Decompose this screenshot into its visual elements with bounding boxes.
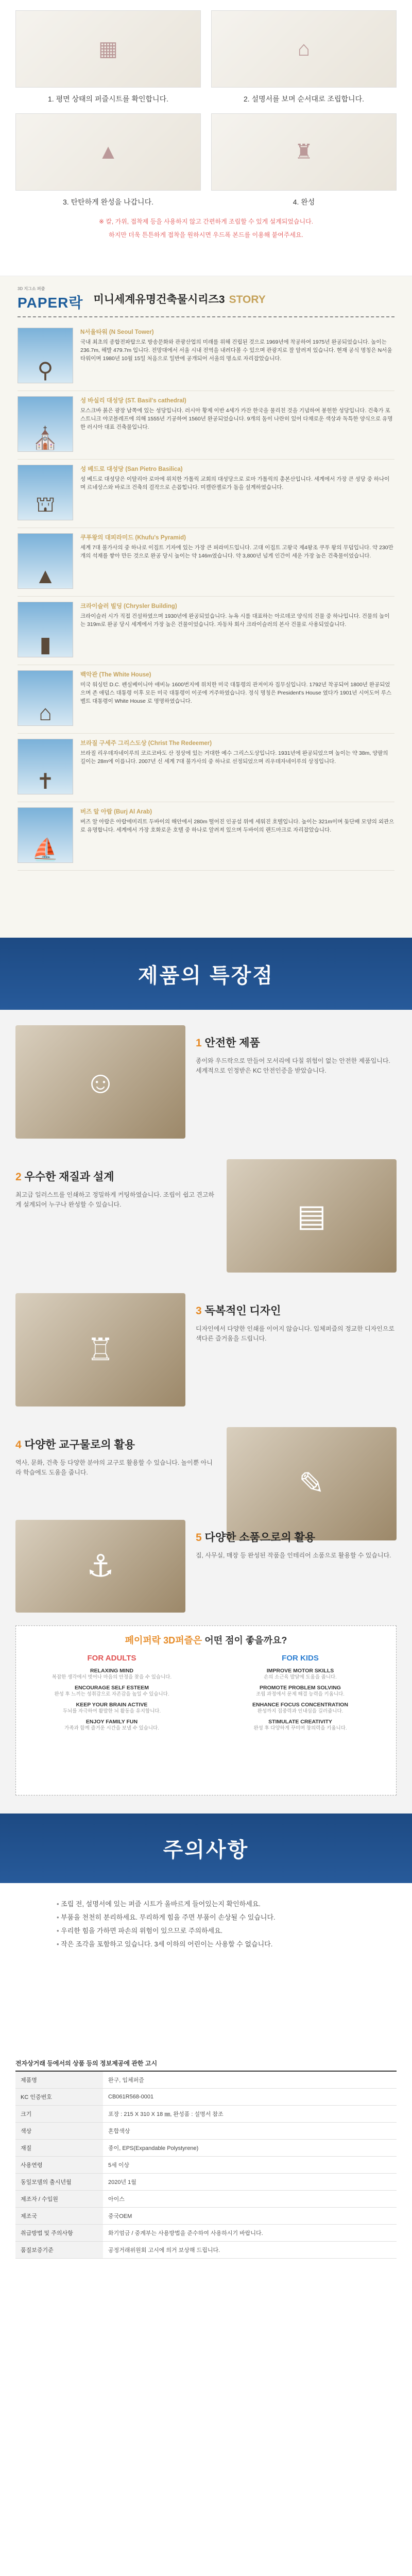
caution-section: [0, 1814, 412, 2050]
spec-row: [15, 2140, 397, 2157]
step-caption: 4. 완성: [293, 198, 315, 206]
spec-key: KC 인증번호: [15, 2089, 103, 2106]
benefit-box: [15, 1625, 397, 1795]
spec-value: 공정거래위원회 고시에 의거 보상해 드립니다.: [103, 2242, 397, 2259]
building-name: 쿠푸왕의 대피라미드 (Khufu's Pyramid): [80, 535, 186, 541]
building-name: 성 베드로 대성당 (San Pietro Basilica): [80, 466, 183, 472]
building-name: 크라이슬러 빌딩 (Chrysler Building): [80, 603, 177, 609]
basilica-icon: ⛫: [18, 465, 73, 520]
building-description: 브라질 리우데자네이루의 코르코바도 산 정상에 있는 거대한 예수 그리스도상입니다. 1931년에 완공되었으며 높이는 약 38m, 양팔의 길이는 28m에 이릅니다. 2007년 신 세계 7대 불가사의 중 하나로 선정되었으며 리우데자네이루의 상징입니다.: [80, 750, 388, 765]
benefit-item: STIMULATE CREATIVITY 완성 후 다양하게 꾸미며 창의력을 키웁니다.: [253, 1719, 347, 1731]
building-description: 성 베드로 대성당은 이탈리아 로마에 위치한 가톨릭 교회의 대성당으로 로마 가톨릭의 총본산입니다. 세계에서 가장 큰 성당 중 하나이며 르네상스와 바로크 건축의 걸작으로 손꼽힙니다. 미켈란젤로가 돔을 설계하였습니다.: [80, 476, 390, 490]
story-header: [18, 281, 394, 317]
hotel-icon: ⛵: [18, 807, 73, 863]
spec-row: [15, 2225, 397, 2242]
puzzle-sheet-icon: ▦: [15, 10, 201, 88]
spec-table: [15, 2072, 397, 2259]
step-caption: 1. 평면 상태의 퍼즐시트를 확인합니다.: [48, 95, 168, 103]
feature-2: ▤ 2 우수한 재질과 설계 최고급 일러스트를 인쇄하고 정밀하게 커팅하였습니다. 조립이 쉽고 견고하게 설계되어 누구나 완성할 수 있습니다.: [15, 1159, 397, 1273]
building-story-item: [18, 323, 394, 391]
building-name: 브라질 구세주 그리스도상 (Christ The Redeemer): [80, 740, 212, 747]
skyscraper-icon: ▮: [18, 602, 73, 657]
caution-item: • 우리한 힘을 가하면 파손의 위험이 있으므로 주의하세요.: [57, 1924, 355, 1938]
spec-value: 아이스: [103, 2191, 397, 2208]
building-story-item: [18, 597, 394, 665]
assembly-steps: [0, 0, 412, 276]
whitehouse-icon: ⌂: [18, 670, 73, 726]
building-name: N서울타워 (N Seoul Tower): [80, 329, 154, 335]
feature-1: ☺ 1 안전한 제품 종이와 우드락으로 만들어 모서리에 다칠 위험이 없는 안전한 제품입니다. 세계적으로 인정받은 KC 안전인증을 받았습니다.: [15, 1025, 397, 1139]
spec-row: [15, 2157, 397, 2174]
building-description: 미국 워싱턴 D.C. 펜실베이니아 애비뉴 1600번지에 위치한 미국 대통령의 관저이자 집무실입니다. 1792년 착공되어 1800년 완공되었으며 존 애덤스 대통령 이후 모든 미국 대통령이 이곳에 거주하였습니다. 정식 명칭은 President's House 였다가 1901년 시어도어 루스벨트 대통령이 White House 로 명명하였습니다.: [80, 682, 392, 704]
feature-5: ⚓ 5 다양한 소품으로의 활용 집, 사무실, 매장 등 완성된 작품을 인테리어 소품으로 활용할 수 있습니다.: [15, 1520, 397, 1613]
statue-icon: ✝: [18, 739, 73, 794]
building-story-item: [18, 665, 394, 734]
building-story-item: [18, 734, 394, 802]
spec-value: 포장 : 215 X 310 X 18 ㎜, 완성품 : 설명서 참조: [103, 2106, 397, 2123]
spec-value: 2020년 1월: [103, 2174, 397, 2191]
building-description: 모스크바 붉은 광장 남쪽에 있는 성당입니다. 러시아 황제 이반 4세가 카잔 한국을 물리친 것을 기념하여 봉헌한 성당입니다. 건축가 포스트니크 야코블레프에 의해 1555년 기공하여 1560년 완공되었습니다. 9개의 돔이 나란히 있어 다채로운 색상과 독특한 양식으로 유명한 러시아 대표 건축물입니다.: [80, 408, 393, 430]
spec-value: 화기엄금 / 중계부는 사용방법을 준수하여 사용하시기 바랍니다.: [103, 2225, 397, 2242]
benefit-item: RELAXING MIND 복잡한 생각에서 벗어나 마음의 안정을 찾을 수 있습니다.: [52, 1668, 172, 1680]
building-story-item: [18, 802, 394, 871]
building-name: 성 바실리 대성당 (ST. Basil's cathedral): [80, 398, 186, 404]
spec-row: [15, 2089, 397, 2106]
spec-row: [15, 2174, 397, 2191]
spec-row: [15, 2123, 397, 2140]
spec-value: 종이, EPS(Expandable Polystyrene): [103, 2140, 397, 2157]
step-1: [15, 10, 201, 104]
spec-row: [15, 2242, 397, 2259]
caution-banner: 주의사항: [0, 1814, 412, 1883]
spec-value: CB061R568-0001: [103, 2089, 397, 2106]
building-description: 국내 최초의 종합전파탑으로 방송문화와 관광산업의 미래를 위해 건립된 것으로 1969년에 착공하여 1975년 완공되었습니다. 높이는 236.7m, 해발 479.7m 입니다. 전망대에서 서울 시내 전역을 내려다볼 수 있으며 관광지로 잘 알려져 있습니다. 현재 공식 명칭은 N서울타워이며 1980년 10월 15일 처음으로 일반에 공개되어 서울의 명소로 자리잡았습니다.: [80, 339, 392, 362]
building-description: 크라이슬러 시가 직접 건설하였으며 1930년에 완공되었습니다. 뉴욕 시를 대표하는 아르데코 양식의 건물 중 하나입니다. 건물의 높이는 319m로 완공 당시 세계에서 가장 높은 건물이었습니다. 자동차 회사 크라이슬러의 본사 건물로 사용되었습니다.: [80, 613, 390, 628]
kids-column: FOR KIDS IMPROVE MOTOR SKILLS 손의 소근육 발달에 도움을 줍니다. PROMOTE PROBLEM SOLVING 조립 과정에서 문제 해결 능력을 키웁니다. ENHANCE FOCUS CONCENTRATION 완성까지 집중력과 인내심을 길러줍니다. STIMULATE CREATIVITY 완성 후 다양하게 꾸미며 창의력을 키웁니다.: [214, 1654, 387, 1736]
building-story-item: [18, 460, 394, 528]
cathedral-icon: ⛪: [18, 396, 73, 452]
parts-icon: ▲: [15, 113, 201, 191]
building-name: 백악관 (The White House): [80, 672, 151, 678]
building-description: 버즈 알 아랍은 아랍에미리트 두바이의 해안에서 280m 떨어진 인공섬 위에 세워진 호텔입니다. 높이는 321m이며 돛단배 모양의 외관으로 유명합니다. 세계에서 가장 호화로운 호텔 중 하나로 알려져 있으며 두바이의 랜드마크로 자리잡았습니다.: [80, 819, 394, 833]
spec-key: 취급방법 및 주의사항: [15, 2225, 103, 2242]
spec-key: 크기: [15, 2106, 103, 2123]
step-caption: 3. 탄탄하게 완성을 나갑니다.: [63, 198, 153, 206]
building-story-item: [18, 528, 394, 597]
story-title: 미니세계유명건축물시리즈3 STORY: [93, 294, 266, 306]
benefit-item: ENHANCE FOCUS CONCENTRATION 완성까지 집중력과 인내심을 길러줍니다.: [252, 1702, 348, 1714]
caution-list: [0, 1883, 412, 1965]
step-2: [211, 10, 397, 104]
spec-value: 중국OEM: [103, 2208, 397, 2225]
assembly-notice: 하지만 더욱 튼튼하게 접착을 원하시면 우드폭 본드를 이용해 붙여주세요.: [109, 231, 303, 239]
spec-key: 제조자 / 수입원: [15, 2191, 103, 2208]
caution-item: • 조립 전, 설명서에 있는 퍼즐 시트가 올바르게 들어있는지 확인하세요.: [57, 1897, 355, 1911]
features-banner: 제품의 특장점: [0, 938, 412, 1010]
benefit-item: ENCOURAGE SELF ESTEEM 완성 후 느끼는 성취감으로 자존감을 높일 수 있습니다.: [54, 1685, 169, 1697]
puzzle-sheets-image: ▤: [227, 1159, 397, 1273]
adults-column: FOR ADULTS RELAXING MIND 복잡한 생각에서 벗어나 마음의 안정을 찾을 수 있습니다. ENCOURAGE SELF ESTEEM 완성 후 느끼는 성취감으로 자존감을 높일 수 있습니다. KEEP YOUR BRAIN ACTIVE 두뇌를 자극하여 활발한 뇌 활동을 유지합니다. ENJOY FAMILY FUN 가족과 함께 즐거운 시간을 보낼 수 있습니다.: [25, 1654, 198, 1736]
benefit-item: PROMOTE PROBLEM SOLVING 조립 과정에서 문제 해결 능력을 키웁니다.: [256, 1685, 345, 1697]
benefit-item: ENJOY FAMILY FUN 가족과 함께 즐거운 시간을 보낼 수 있습니다.: [64, 1719, 159, 1731]
spec-key: 재질: [15, 2140, 103, 2157]
benefit-item: KEEP YOUR BRAIN ACTIVE 두뇌를 자극하여 활발한 뇌 활동을 유지합니다.: [62, 1702, 161, 1714]
step-3: [15, 113, 201, 207]
assembly-icon: ⌂: [211, 10, 397, 88]
features-section: [0, 938, 412, 1814]
complete-model-icon: ♜: [211, 113, 397, 191]
spec-key: 동일모델의 출시년월: [15, 2174, 103, 2191]
spec-section: [0, 2050, 412, 2576]
building-model-image: ♖: [15, 1293, 185, 1406]
spec-key: 제품명: [15, 2072, 103, 2089]
step-4: [211, 113, 397, 207]
feature-3: ♖ 3 독복적인 디자인 디자인에서 다양한 인쇄를 이어지 않습니다. 입체퍼즐의 정교한 디자인으로 색다른 즐거움을 드립니다.: [15, 1293, 397, 1406]
spec-title: 전자상거래 등에서의 상품 등의 정보제공에 관한 고시: [15, 2056, 397, 2072]
pyramid-icon: ▲: [18, 533, 73, 589]
educational-image: ✎: [227, 1427, 397, 1540]
step-caption: 2. 설명서를 보며 순서대로 조립합니다.: [244, 95, 364, 103]
spec-value: 5세 이상: [103, 2157, 397, 2174]
spec-value: 완구, 입체퍼즐: [103, 2072, 397, 2089]
spec-key: 사용연령: [15, 2157, 103, 2174]
building-description: 세계 7대 불가사의 중 하나로 이집트 기자에 있는 가장 큰 피라미드입니다. 고대 이집트 고왕국 제4왕조 쿠푸 왕의 무덤입니다. 약 230만 개의 석재를 쌓아 만든 것으로 완공 당시 높이는 약 146m였습니다. 약 3,800년 넘게 인간이 세운 가장 높은 건축물이었습니다.: [80, 545, 393, 559]
spec-row: [15, 2191, 397, 2208]
building-story-item: [18, 391, 394, 460]
spec-key: 제조국: [15, 2208, 103, 2225]
spec-row: [15, 2106, 397, 2123]
benefit-title: 페이퍼락 3D퍼즐은 어떤 점이 좋을까요?: [125, 1635, 287, 1646]
spec-value: 혼합색상: [103, 2123, 397, 2140]
feature-4: ✎ 4 다양한 교구물로의 활용 역사, 문화, 건축 등 다양한 분야의 교구로 활용할 수 있습니다. 놀이뿐 아니라 학습에도 도움을 줍니다.: [15, 1427, 397, 1540]
spec-row: [15, 2208, 397, 2225]
tower-icon: ⚲: [18, 328, 73, 383]
building-name: 버즈 알 아랍 (Burj Al Arab): [80, 809, 152, 815]
assembly-notice: ※ 칼, 가위, 접착제 등을 사용하지 않고 간편하게 조립할 수 있게 설계되었습니다.: [98, 218, 314, 225]
story-section: [0, 276, 412, 938]
caution-item: • 작은 조각을 포함하고 있습니다. 3세 이하의 어린이는 사용할 수 없습니다.: [57, 1938, 355, 1951]
spec-key: 품질보증기준: [15, 2242, 103, 2259]
caution-item: • 부품을 천천히 분리하세요. 무리하게 힘을 주면 부품이 손상될 수 있습니다.: [57, 1911, 355, 1924]
spec-key: 색상: [15, 2123, 103, 2140]
kids-play-image: ☺: [15, 1025, 185, 1139]
spec-row: [15, 2072, 397, 2089]
benefit-item: IMPROVE MOTOR SKILLS 손의 소근육 발달에 도움을 줍니다.: [264, 1668, 337, 1680]
brand-logo: 3D 지그소 퍼즐 PAPER락: [18, 286, 83, 311]
interior-deco-image: ⚓: [15, 1520, 185, 1613]
